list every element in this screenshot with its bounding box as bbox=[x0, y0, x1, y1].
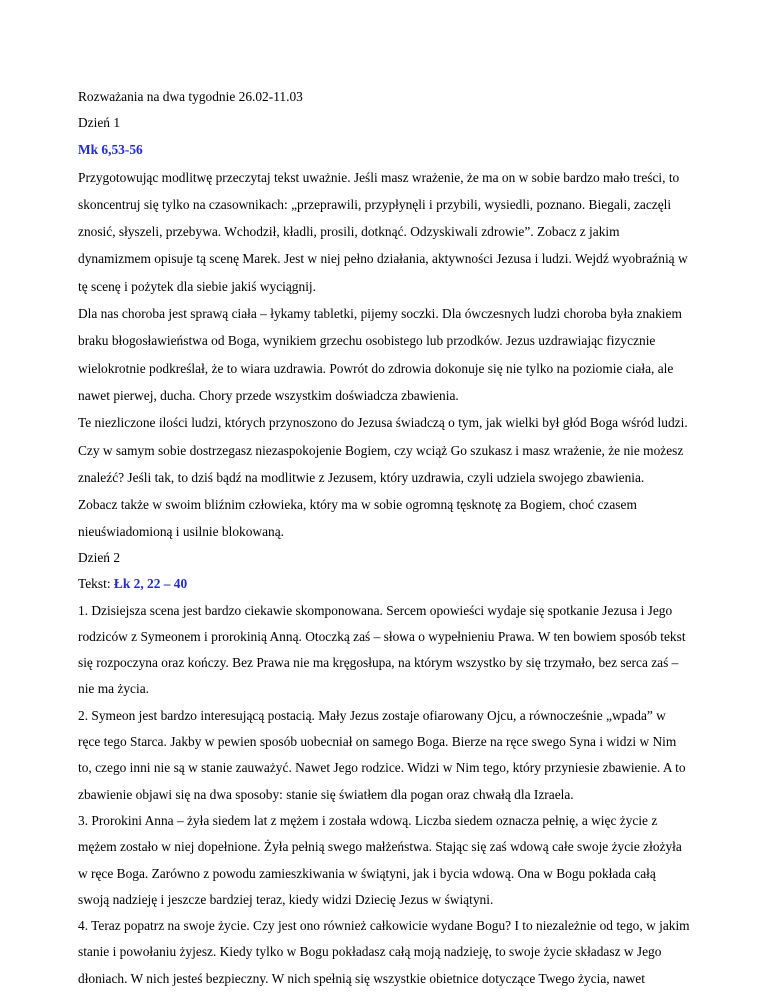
day1-paragraph-2: Dla nas choroba jest sprawą ciała – łykamy tabletki, pijemy soczki. Dla ówczesnych ludzi choroba była znakiem braku błogosławieństwa od Boga, wynikiem grzechu osobistego lub przodków. Jezus uzdrawiając fizycznie wielokrotnie podkreślał, że to wiara uzdrawia. Powrót do zdrowia dokonuje się nie tylko na poziomie ciała, ale nawet pierwej, ducha. Chory przede wszystkim doświadcza zbawienia. bbox=[78, 306, 682, 403]
day2-section bbox=[78, 545, 690, 992]
day2-heading: Dzień 2 bbox=[78, 550, 121, 565]
day2-point-1: 1. Dzisiejsza scena jest bardzo ciekawie skomponowana. Sercem opowieści wydaje się spotkanie Jezusa i Jego rodziców z Symeonem i prorokinią Anną. Otoczką zaś – słowa o wypełnieniu Prawa. W ten bowiem sposób tekst się rozpoczyna oraz kończy. Bez Prawa nie ma kręgosłupa, na którym wszystko by się trzymało, bez serca zaś – nie ma życia. bbox=[78, 602, 686, 697]
day1-reference-link[interactable]: Mk 6,53-56 bbox=[78, 142, 143, 158]
day2-point-3: 3. Prorokini Anna – żyła siedem lat z mężem i została wdową. Liczba siedem oznacza pełnię, a więc życie z mężem zostało w niej dopełnione. Żyła pełnią swego małżeństwa. Stając się zaś wdową całe swoje życie złożyła w ręce Boga. Zarówno z powodu zamieszkiwania w świątyni, jak i bycia wdową. Ona w Bogu pokłada całą swoją nadzieję i jeszcze bardziej teraz, kiedy widzi Dziecię Jezus w świątyni. bbox=[78, 812, 682, 907]
day2-text-label: Tekst: bbox=[78, 576, 111, 592]
day2-reference-link[interactable]: Łk 2, 22 – 40 bbox=[113, 576, 188, 592]
day2-text-line bbox=[78, 571, 690, 597]
document-title-block bbox=[78, 83, 690, 110]
day1-section bbox=[78, 109, 690, 546]
day2-point-4: 4. Teraz popatrz na swoje życie. Czy jest ono również całkowicie wydane Bogu? I to niezależnie od tego, w jakim stanie i powołaniu żyjesz. Kiedy tylko w Bogu pokładasz całą moją nadzieję, to swoje życie składasz w Jego dłoniach. W nich jesteś bezpieczny. W nich spełnią się wszystkie obietnice dotyczące Twego życia, nawet bbox=[78, 918, 690, 986]
day1-heading: Dzień 1 bbox=[78, 115, 121, 130]
day1-paragraph-4: Zobacz także w swoim bliźnim człowieka, który ma w sobie ogromną tęsknotę za Bogiem, choć czasem nieuświadomioną i usilnie blokowaną. bbox=[78, 497, 637, 540]
day2-point-2: 2. Symeon jest bardzo interesującą postacią. Mały Jezus zostaje ofiarowany Ojcu, a równocześnie „wpada” w ręce tego Starca. Jakby w pewien sposób uobecniał on samego Boga. Bierze na ręce swego Syna i widzi w Nim to, czego inni nie są w stanie zauważyć. Nawet Jego rodzice. Widzi w Nim tego, który przyniesie zbawienie. A to zbawienie objawi się na dwa sposoby: stanie się światłem dla pogan oraz chwałą dla Izraela. bbox=[78, 707, 686, 802]
day1-paragraph-3: Te niezliczone ilości ludzi, których przynoszono do Jezusa świadczą o tym, jak wielki był głód Boga wśród ludzi. Czy w samym sobie dostrzegasz niezaspokojenie Bogiem, czy wciąż Go szukasz i masz wrażenie, że nie możesz znaleźć? Jeśli tak, to dziś bądź na modlitwie z Jezusem, który uzdrawia, czyli udziela swojego zbawienia. bbox=[78, 415, 688, 485]
day1-paragraph-1: Przygotowując modlitwę przeczytaj tekst uważnie. Jeśli masz wrażenie, że ma on w sobie bardzo mało treści, to skoncentruj się tylko na czasownikach: „przeprawili, przypłynęli i przybili, wysiedli, poznano. Biegali, zaczęli znosić, słyszeli, przebywa. Wchodził, kładli, prosili, dotknąć. Odzyskiwali zdrowie”. Zobacz z jakim dynamizmem opisuje tą scenę Marek. Jest w niej pełno działania, aktywności Jezusa i ludzi. Wejdź wyobraźnią w tę scenę i pożytek dla siebie jakiś wyciągnij. bbox=[78, 169, 688, 294]
document-title: Rozważania na dwa tygodnie 26.02-11.03 bbox=[78, 89, 303, 104]
day1-reference bbox=[78, 136, 690, 163]
